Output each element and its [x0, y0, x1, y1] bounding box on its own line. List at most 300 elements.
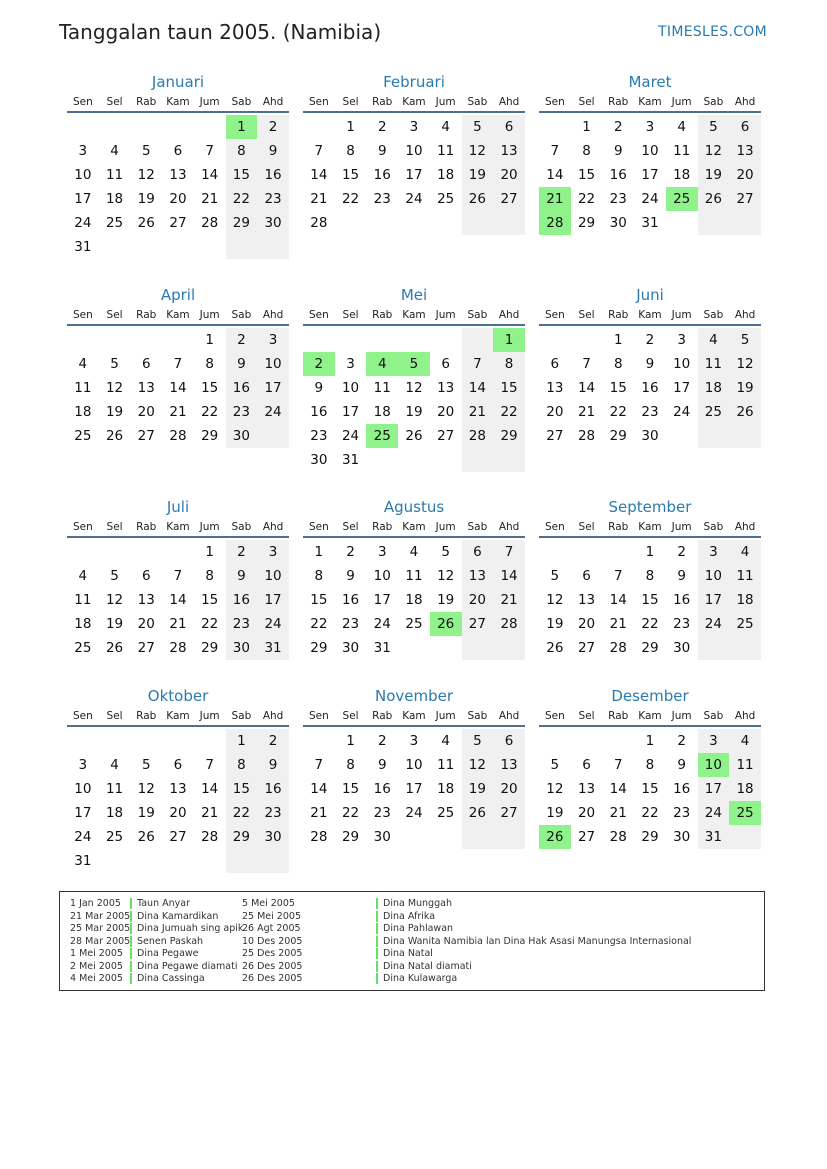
day-cell: 5: [441, 544, 450, 560]
empty-cell: [257, 235, 289, 259]
empty-cell: [430, 448, 462, 472]
day-cell: 4: [729, 540, 761, 564]
day-cell: 1: [314, 544, 324, 560]
day-cell: 28: [201, 829, 219, 845]
empty-cell: [194, 115, 226, 139]
weekday-label: Sel: [106, 96, 123, 108]
holiday-entry: [242, 936, 691, 949]
empty-cell: [303, 328, 335, 352]
holiday-day-cell: 26: [539, 825, 571, 849]
day-cell: 16: [257, 777, 289, 801]
day-cell: 22: [226, 801, 258, 825]
weekday-label: Jum: [199, 710, 220, 722]
empty-cell: [335, 328, 367, 352]
weekday-label: Kam: [638, 521, 662, 533]
empty-cell: [430, 825, 462, 849]
day-cell: 28: [310, 829, 328, 845]
day-cell: 5: [110, 356, 119, 372]
holiday-name: Dina Pegawe: [137, 948, 199, 959]
day-cell: 9: [677, 757, 686, 773]
day-cell: 11: [673, 143, 691, 159]
empty-cell: [493, 211, 525, 235]
weekday-label: Sen: [544, 521, 565, 533]
holiday-date: 4 Mei 2005: [70, 973, 123, 984]
day-cell: 19: [546, 616, 564, 632]
holiday-marker: [130, 923, 132, 934]
day-cell: 27: [493, 801, 525, 825]
day-cell: 26: [462, 801, 494, 825]
day-grid: [303, 729, 525, 849]
day-cell: 25: [74, 640, 92, 656]
empty-cell: [366, 211, 398, 235]
holiday-name: Dina Jumuah sing apik: [137, 923, 244, 934]
holiday-day-cell: 10: [698, 753, 730, 777]
day-cell: 7: [613, 568, 623, 584]
day-cell: 15: [341, 781, 360, 797]
month-agustus: [303, 496, 525, 660]
month-juni: [539, 284, 761, 448]
day-cell: 4: [110, 757, 119, 773]
day-cell: 11: [729, 564, 761, 588]
weekday-header: [67, 518, 289, 538]
day-cell: 14: [462, 376, 494, 400]
day-cell: 7: [205, 143, 214, 159]
empty-cell: [257, 424, 289, 448]
empty-cell: [194, 849, 226, 873]
day-cell: 16: [609, 167, 627, 183]
day-cell: 26: [546, 640, 564, 656]
day-cell: 7: [205, 757, 214, 773]
day-cell: 22: [641, 805, 659, 821]
day-cell: 30: [310, 452, 328, 468]
day-grid: [67, 115, 289, 259]
weekday-label: Sel: [342, 309, 359, 321]
holiday-day-cell: 2: [303, 352, 335, 376]
day-cell: 18: [405, 592, 423, 608]
day-cell: 23: [673, 616, 691, 632]
day-cell: 3: [677, 332, 686, 348]
weekday-label: Jum: [671, 710, 692, 722]
day-cell: 19: [437, 592, 455, 608]
day-cell: 16: [226, 588, 258, 612]
weekday-label: Jum: [671, 521, 692, 533]
day-cell: 22: [201, 616, 219, 632]
empty-cell: [398, 448, 430, 472]
day-cell: 27: [169, 829, 187, 845]
day-cell: 24: [698, 801, 730, 825]
day-cell: 22: [310, 616, 328, 632]
day-cell: 1: [346, 733, 355, 749]
day-cell: 29: [226, 825, 258, 849]
day-cell: 3: [78, 757, 88, 773]
day-cell: 26: [698, 187, 730, 211]
day-cell: 1: [645, 733, 655, 749]
day-cell: 6: [441, 356, 450, 372]
day-cell: 11: [74, 592, 92, 608]
empty-cell: [729, 825, 761, 849]
day-cell: 12: [462, 753, 494, 777]
day-cell: 5: [550, 568, 560, 584]
holiday-day-cell: 4: [366, 352, 398, 376]
weekday-label: Rab: [372, 521, 393, 533]
day-cell: 24: [257, 400, 289, 424]
day-cell: 5: [462, 729, 494, 753]
weekday-label: Sen: [308, 309, 329, 321]
day-cell: 25: [105, 215, 124, 231]
weekday-label: Sen: [308, 521, 329, 533]
weekday-label: Sab: [231, 710, 252, 722]
day-cell: 11: [105, 781, 124, 797]
empty-cell: [366, 328, 398, 352]
weekday-label: Kam: [638, 710, 662, 722]
day-grid: [539, 328, 761, 448]
holiday-day-cell: 25: [666, 187, 698, 211]
empty-cell: [571, 729, 603, 753]
holiday-name: Dina Natal diamati: [383, 960, 472, 972]
weekday-label: Sel: [342, 521, 359, 533]
day-grid: [303, 115, 525, 235]
holiday-name: Senen Paskah: [137, 935, 204, 947]
weekday-label: Sab: [467, 521, 488, 533]
day-cell: 27: [137, 428, 155, 444]
weekday-label: Sab: [231, 309, 252, 321]
day-cell: 31: [74, 239, 92, 255]
weekday-header: [303, 306, 525, 326]
day-cell: 11: [105, 167, 124, 183]
day-cell: 4: [729, 729, 761, 753]
weekday-header: [67, 306, 289, 326]
day-cell: 23: [257, 801, 289, 825]
empty-cell: [130, 235, 162, 259]
weekday-label: Sel: [106, 710, 123, 722]
weekday-label: Kam: [402, 96, 426, 108]
day-cell: 7: [493, 540, 525, 564]
holiday-marker: [130, 973, 132, 984]
day-cell: 29: [577, 215, 596, 231]
weekday-label: Sel: [578, 521, 595, 533]
month-name: April: [160, 286, 196, 304]
day-cell: 15: [341, 167, 360, 183]
month-oktober: [67, 685, 289, 873]
day-cell: 25: [729, 612, 761, 636]
day-cell: 13: [169, 167, 187, 183]
day-cell: 19: [462, 777, 494, 801]
day-cell: 28: [169, 640, 187, 656]
day-cell: 12: [546, 781, 564, 797]
day-cell: 21: [169, 404, 187, 420]
weekday-label: Kam: [402, 309, 426, 321]
day-cell: 1: [205, 544, 214, 560]
day-cell: 4: [78, 356, 88, 372]
weekday-label: Sab: [703, 710, 724, 722]
day-cell: 12: [137, 781, 155, 797]
day-grid: [67, 328, 289, 448]
day-cell: 20: [437, 404, 455, 420]
day-cell: 4: [677, 119, 686, 135]
empty-cell: [303, 729, 335, 753]
day-cell: 14: [169, 592, 187, 608]
empty-cell: [162, 729, 194, 753]
day-cell: 21: [310, 191, 328, 207]
day-cell: 17: [405, 781, 423, 797]
weekday-label: Sel: [342, 710, 359, 722]
empty-cell: [398, 636, 430, 660]
day-cell: 12: [729, 352, 761, 376]
empty-cell: [162, 115, 194, 139]
day-cell: 14: [310, 167, 328, 183]
day-cell: 27: [169, 215, 187, 231]
day-cell: 21: [201, 191, 219, 207]
day-cell: 18: [105, 805, 124, 821]
empty-cell: [398, 825, 430, 849]
empty-cell: [67, 540, 99, 564]
day-cell: 8: [613, 356, 623, 372]
day-grid: [67, 540, 289, 660]
holiday-marker: [130, 898, 132, 909]
empty-cell: [226, 235, 258, 259]
weekday-label: Ahd: [498, 96, 520, 108]
day-cell: 31: [641, 215, 659, 231]
holiday-name: Dina Pegawe diamati: [137, 960, 238, 972]
day-cell: 14: [577, 380, 596, 396]
day-cell: 16: [641, 380, 659, 396]
day-cell: 24: [257, 612, 289, 636]
empty-cell: [698, 424, 730, 448]
day-cell: 30: [609, 215, 627, 231]
site-logo-link[interactable]: TIMESLES.COM: [658, 24, 767, 40]
holiday-marker: [376, 898, 378, 909]
weekday-header: [303, 93, 525, 113]
day-grid: [539, 540, 761, 660]
holiday-date: 28 Mar 2005: [70, 935, 131, 947]
day-cell: 18: [673, 167, 691, 183]
weekday-label: Jum: [199, 96, 220, 108]
day-cell: 11: [437, 143, 455, 159]
weekday-label: Sel: [578, 96, 595, 108]
day-cell: 26: [462, 187, 494, 211]
day-cell: 23: [226, 400, 258, 424]
day-cell: 30: [641, 428, 659, 444]
day-cell: 20: [729, 163, 761, 187]
weekday-label: Sab: [467, 96, 488, 108]
day-cell: 13: [546, 380, 564, 396]
day-cell: 7: [550, 143, 560, 159]
day-cell: 22: [226, 187, 258, 211]
day-cell: 24: [405, 191, 423, 207]
day-cell: 23: [341, 616, 360, 632]
day-cell: 27: [546, 428, 564, 444]
day-cell: 13: [137, 592, 155, 608]
day-cell: 8: [346, 143, 355, 159]
day-cell: 21: [609, 616, 627, 632]
weekday-label: Jum: [199, 309, 220, 321]
empty-cell: [462, 825, 494, 849]
weekday-label: Kam: [638, 309, 662, 321]
month-name: Mei: [400, 286, 428, 304]
day-cell: 14: [169, 380, 187, 396]
holiday-name: Dina Munggah: [383, 898, 452, 909]
holiday-name: Dina Natal: [383, 948, 433, 959]
day-cell: 9: [377, 143, 387, 159]
day-cell: 8: [645, 757, 655, 773]
holiday-marker: [376, 936, 378, 947]
day-cell: 26: [105, 428, 124, 444]
weekday-label: Kam: [638, 96, 662, 108]
day-cell: 28: [609, 829, 627, 845]
weekday-label: Sel: [342, 96, 359, 108]
weekday-label: Jum: [435, 309, 456, 321]
day-cell: 25: [105, 829, 124, 845]
weekday-label: Sab: [703, 521, 724, 533]
holiday-list: [59, 891, 765, 991]
day-cell: 25: [437, 191, 455, 207]
month-februari: [303, 71, 525, 235]
day-cell: 10: [257, 564, 289, 588]
month-mei: [303, 284, 525, 472]
empty-cell: [493, 825, 525, 849]
day-cell: 6: [493, 729, 525, 753]
day-cell: 28: [201, 215, 219, 231]
holiday-marker: [376, 911, 378, 922]
day-cell: 23: [609, 191, 627, 207]
day-cell: 14: [201, 781, 219, 797]
weekday-label: Sen: [544, 96, 565, 108]
day-cell: 3: [645, 119, 655, 135]
day-cell: 16: [673, 592, 691, 608]
day-cell: 19: [405, 404, 423, 420]
day-cell: 3: [377, 544, 387, 560]
day-cell: 20: [462, 588, 494, 612]
day-cell: 29: [201, 640, 219, 656]
day-cell: 20: [169, 191, 187, 207]
weekday-label: Sen: [308, 96, 329, 108]
day-cell: 24: [373, 616, 391, 632]
month-name: Oktober: [147, 687, 209, 705]
day-cell: 14: [609, 592, 627, 608]
empty-cell: [194, 729, 226, 753]
day-cell: 2: [257, 729, 289, 753]
weekday-header: [67, 93, 289, 113]
day-cell: 29: [201, 428, 219, 444]
month-name: September: [608, 498, 692, 516]
holiday-marker: [376, 973, 378, 984]
day-cell: 5: [110, 568, 119, 584]
day-cell: 13: [577, 592, 596, 608]
empty-cell: [398, 211, 430, 235]
empty-cell: [366, 448, 398, 472]
day-cell: 9: [226, 564, 258, 588]
day-cell: 14: [546, 167, 564, 183]
day-cell: 12: [105, 380, 124, 396]
day-cell: 19: [105, 404, 124, 420]
empty-cell: [162, 849, 194, 873]
day-cell: 2: [257, 115, 289, 139]
day-cell: 11: [437, 757, 455, 773]
day-cell: 8: [226, 139, 258, 163]
day-cell: 22: [493, 400, 525, 424]
holiday-name: Dina Kamardikan: [137, 910, 219, 922]
day-cell: 30: [373, 829, 391, 845]
day-cell: 26: [105, 640, 124, 656]
empty-cell: [539, 115, 571, 139]
day-cell: 2: [645, 332, 655, 348]
holiday-name: Dina Wanita Namibia lan Dina Hak Asasi Manungsa Internasional: [383, 935, 692, 947]
weekday-label: Jum: [199, 521, 220, 533]
holiday-marker: [376, 961, 378, 972]
empty-cell: [99, 235, 131, 259]
day-cell: 19: [137, 805, 155, 821]
holiday-date: 1 Mei 2005: [70, 948, 123, 959]
day-cell: 25: [698, 400, 730, 424]
day-cell: 5: [729, 328, 761, 352]
day-cell: 11: [729, 753, 761, 777]
month-name: Maret: [628, 73, 672, 91]
day-cell: 18: [74, 616, 92, 632]
month-name: Juni: [636, 286, 664, 304]
holiday-name: Dina Pahlawan: [383, 923, 454, 934]
day-cell: 12: [137, 167, 155, 183]
day-cell: 30: [257, 825, 289, 849]
day-cell: 12: [105, 592, 124, 608]
day-cell: 17: [257, 588, 289, 612]
day-cell: 30: [673, 829, 691, 845]
day-cell: 17: [341, 404, 360, 420]
day-cell: 23: [310, 428, 328, 444]
day-cell: 28: [493, 612, 525, 636]
day-cell: 29: [641, 829, 659, 845]
weekday-label: Kam: [166, 710, 190, 722]
empty-cell: [462, 636, 494, 660]
day-cell: 9: [645, 356, 655, 372]
day-cell: 29: [493, 424, 525, 448]
day-cell: 29: [310, 640, 328, 656]
day-cell: 18: [729, 588, 761, 612]
day-cell: 4: [78, 568, 88, 584]
weekday-label: Jum: [435, 710, 456, 722]
weekday-label: Ahd: [262, 521, 284, 533]
day-cell: 8: [582, 143, 591, 159]
holiday-entry: [242, 961, 691, 974]
holiday-marker: [130, 948, 132, 959]
day-cell: 2: [377, 733, 387, 749]
day-cell: 8: [493, 352, 525, 376]
day-cell: 14: [310, 781, 328, 797]
day-cell: 5: [141, 143, 151, 159]
holiday-name: Dina Afrika: [383, 910, 436, 922]
day-cell: 18: [729, 777, 761, 801]
day-cell: 21: [310, 805, 328, 821]
weekday-label: Ahd: [734, 96, 756, 108]
day-cell: 6: [582, 757, 591, 773]
holiday-marker: [376, 948, 378, 959]
day-cell: 17: [405, 167, 423, 183]
day-cell: 29: [641, 640, 659, 656]
empty-cell: [99, 328, 131, 352]
day-cell: 16: [341, 592, 360, 608]
day-cell: 21: [577, 404, 596, 420]
day-cell: 31: [698, 825, 730, 849]
holiday-entry: [70, 948, 243, 961]
day-cell: 13: [169, 781, 187, 797]
day-cell: 15: [577, 167, 596, 183]
weekday-label: Rab: [372, 710, 393, 722]
day-cell: 19: [729, 376, 761, 400]
day-cell: 17: [74, 191, 92, 207]
day-cell: 17: [74, 805, 92, 821]
day-cell: 12: [437, 568, 455, 584]
weekday-label: Rab: [136, 309, 157, 321]
day-cell: 9: [346, 568, 355, 584]
